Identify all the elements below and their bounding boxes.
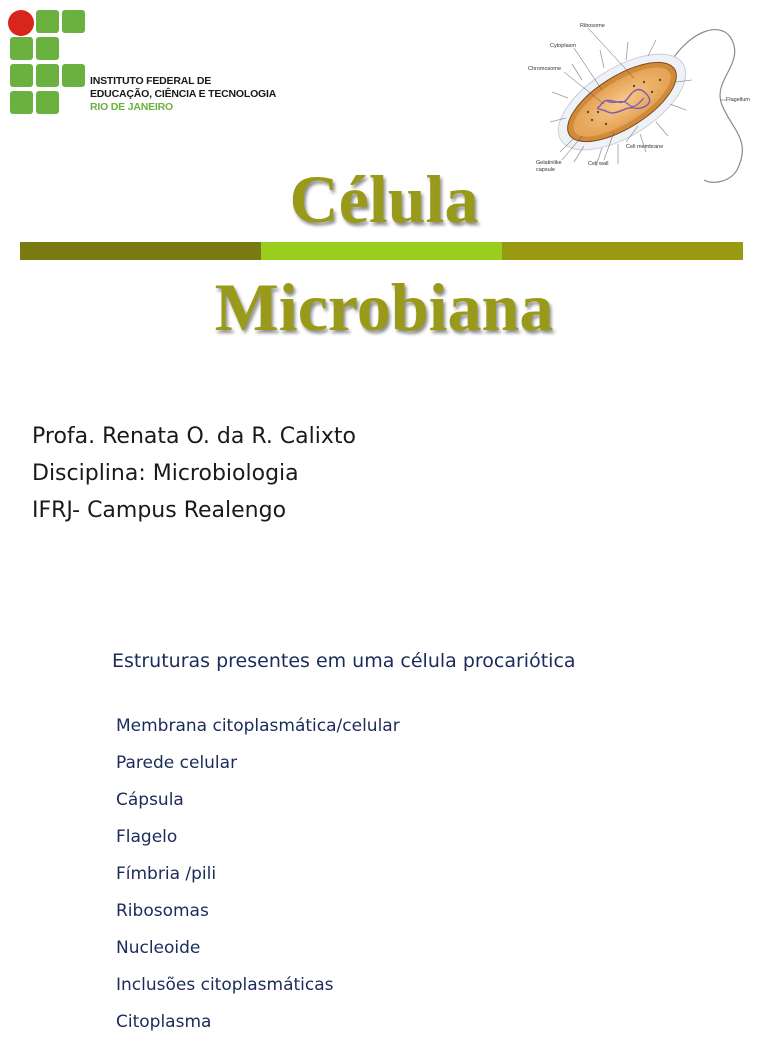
logo-line-1: INSTITUTO FEDERAL DE (90, 75, 212, 87)
list-item: Fímbria /pili (116, 864, 217, 884)
list-item: Membrana citoplasmática/celular (116, 716, 400, 736)
logo-line-3: RIO DE JANEIRO (90, 101, 173, 113)
list-item: Nucleoide (116, 938, 201, 958)
logo-square (36, 91, 59, 114)
structures-list (116, 708, 400, 1041)
title-divider-bar (20, 242, 743, 260)
logo-square (10, 91, 33, 114)
list-item: Flagelo (116, 827, 178, 847)
divider-segment-3 (502, 242, 743, 260)
label-cell-wall: Cell wall (588, 161, 609, 167)
logo-red-dot (8, 10, 34, 36)
label-capsule-1: Gelatinlike (536, 160, 562, 166)
institute-logo (8, 10, 278, 115)
label-chromosome: Chromosome (528, 66, 562, 72)
title-line-2: Microbiana (214, 269, 554, 345)
divider-segment-2 (261, 242, 502, 260)
structures-heading: Estruturas presentes em uma célula procariótica (112, 650, 576, 672)
author-name: Profa. Renata O. da R. Calixto (32, 424, 356, 449)
logo-square (10, 37, 33, 60)
label-ribosome: Ribosome (580, 23, 605, 29)
list-item: Ribosomas (116, 901, 209, 921)
logo-square (62, 64, 85, 87)
logo-line-2: EDUCAÇÃO, CIÊNCIA E TECNOLOGIA (90, 88, 277, 100)
label-flagellum: Flagellum (726, 97, 750, 103)
label-cell-membrane: Cell membrane (626, 144, 664, 150)
author-campus: IFRJ- Campus Realengo (32, 498, 287, 523)
logo-square (36, 37, 59, 60)
title-line-1: Célula (289, 161, 479, 237)
divider-segment-1 (20, 242, 261, 260)
list-item: Cápsula (116, 790, 184, 810)
label-cytoplasm: Cytoplasm (550, 43, 576, 49)
logo-square (10, 64, 33, 87)
list-item: Parede celular (116, 753, 238, 773)
author-discipline: Disciplina: Microbiologia (32, 461, 299, 486)
list-item: Inclusões citoplasmáticas (116, 975, 334, 995)
list-item: Citoplasma (116, 1012, 212, 1032)
logo-square (62, 10, 85, 33)
label-capsule-2: capsule (536, 167, 555, 173)
logo-square (36, 64, 59, 87)
logo-square (36, 10, 59, 33)
